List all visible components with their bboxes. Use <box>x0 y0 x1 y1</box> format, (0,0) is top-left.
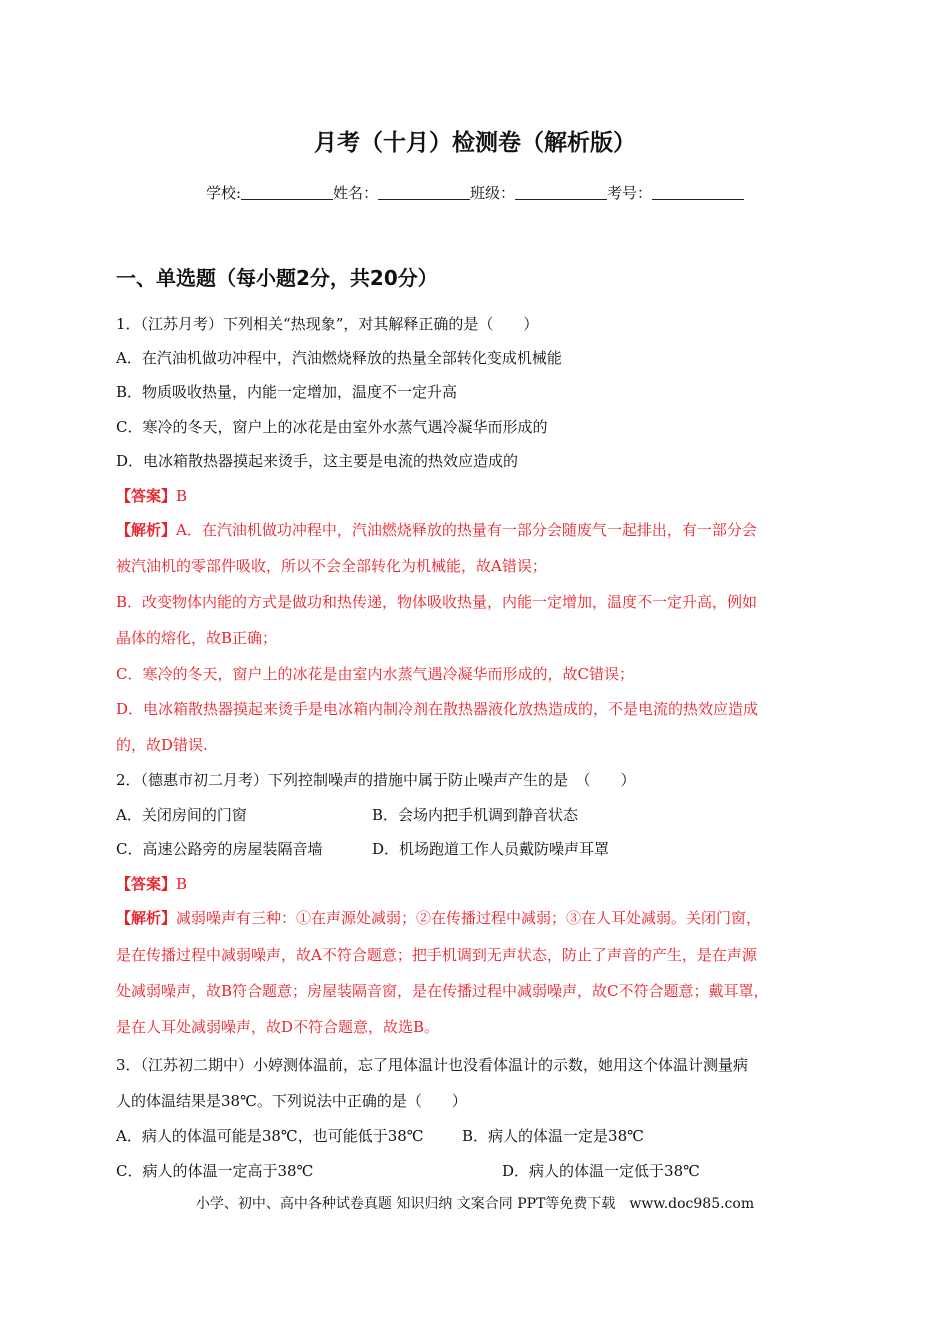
question-2-answer <box>116 873 187 894</box>
question-3-option-d: D．病人的体温一定低于38℃ <box>502 1162 700 1180</box>
question-2-analysis-line <box>116 907 761 928</box>
question-1-analysis-line: 的，故D错误. <box>116 736 208 754</box>
question-2-option-c: C．高速公路旁的房屋装隔音墙 <box>116 840 323 858</box>
school-label: 学校: <box>205 184 241 202</box>
question-3-option-b: B．病人的体温一定是38℃ <box>462 1127 644 1145</box>
question-1-option-b: B．物质吸收热量，内能一定增加，温度不一定升高 <box>116 383 458 401</box>
class-label: 班级： <box>470 184 516 202</box>
answer-label: 【答案】 <box>116 487 177 505</box>
question-1-option-d: D．电冰箱散热器摸起来烫手，这主要是电流的热效应造成的 <box>116 452 519 470</box>
question-2-analysis-line: 是在人耳处减弱噪声，故D不符合题意，故选B。 <box>116 1018 440 1036</box>
name-label: 姓名： <box>333 184 379 202</box>
name-blank <box>378 185 470 200</box>
school-blank <box>241 185 333 200</box>
question-1-analysis-line: C．寒冷的冬天，窗户上的冰花是由室内水蒸气遇冷凝华而形成的，故C错误； <box>116 665 634 683</box>
question-1-analysis-line: D．电冰箱散热器摸起来烫手是电冰箱内制冷剂在散热器液化放热造成的，不是电流的热效应造成 <box>116 700 759 718</box>
answer-label: 【答案】 <box>116 875 177 893</box>
question-2-analysis-line: 是在传播过程中减弱噪声，故A不符合题意；把手机调到无声状态，防止了声音的产生，是在声源 <box>116 946 757 964</box>
exam-no-label: 考号： <box>607 184 653 202</box>
question-2-option-a: A．关闭房间的门窗 <box>116 806 247 824</box>
analysis-label: 【解析】 <box>116 909 177 927</box>
question-2-analysis-line: 处减弱噪声，故B符合题意；房屋装隔音窗，是在传播过程中减弱噪声，故C不符合题意；戴耳罩， <box>116 982 769 1000</box>
question-2-option-b: B．会场内把手机调到静音状态 <box>372 806 579 824</box>
answer-value: B <box>176 875 188 893</box>
analysis-text: 减弱噪声有三种：①在声源处减弱；②在传播过程中减弱；③在人耳处减弱。关闭门窗， <box>176 909 762 927</box>
question-1-analysis-line <box>116 519 757 540</box>
question-1-option-a: A．在汽油机做功冲程中，汽油燃烧释放的热量全部转化变成机械能 <box>116 349 562 367</box>
page-title: 月考（十月）检测卷（解析版） <box>314 130 636 156</box>
section-heading: 一、单选题（每小题2分，共20分） <box>116 266 438 290</box>
question-1-analysis-line: 晶体的熔化，故B正确； <box>116 629 278 647</box>
question-1-answer <box>116 485 187 506</box>
question-3-stem-cont: 人的体温结果是38℃。下列说法中正确的是（ ） <box>116 1092 467 1110</box>
student-info-line <box>0 182 950 203</box>
question-1-analysis-line: B．改变物体内能的方式是做功和热传递，物体吸收热量，内能一定增加，温度不一定升高，例如 <box>116 593 758 611</box>
question-3-option-a: A．病人的体温可能是38℃，也可能低于38℃ <box>116 1127 424 1145</box>
question-1-option-c: C．寒冷的冬天，窗户上的冰花是由室外水蒸气遇冷凝华而形成的 <box>116 418 548 436</box>
analysis-label: 【解析】 <box>116 521 177 539</box>
question-1-analysis-line: 被汽油机的零部件吸收，所以不会全部转化为机械能，故A错误； <box>116 557 547 575</box>
exam-no-blank <box>652 185 744 200</box>
question-3-stem: 3．（江苏初二期中）小婷测体温前，忘了甩体温计也没看体温计的示数，她用这个体温计测量病 <box>116 1056 749 1074</box>
analysis-text: A．在汽油机做功冲程中，汽油燃烧释放的热量有一部分会随废气一起排出，有一部分会 <box>176 521 757 539</box>
question-1-stem: 1．（江苏月考）下列相关“热现象”，对其解释正确的是（ ） <box>116 315 539 333</box>
question-2-option-d: D．机场跑道工作人员戴防噪声耳罩 <box>372 840 610 858</box>
answer-value: B <box>176 487 188 505</box>
question-3-option-c: C．病人的体温一定高于38℃ <box>116 1162 314 1180</box>
page-footer: 小学、初中、高中各种试卷真题 知识归纳 文案合同 PPT等免费下载 www.doc985.com <box>195 1196 755 1212</box>
question-2-stem: 2．（德惠市初二月考）下列控制噪声的措施中属于防止噪声产生的是 （ ） <box>116 771 636 789</box>
class-blank <box>515 185 607 200</box>
